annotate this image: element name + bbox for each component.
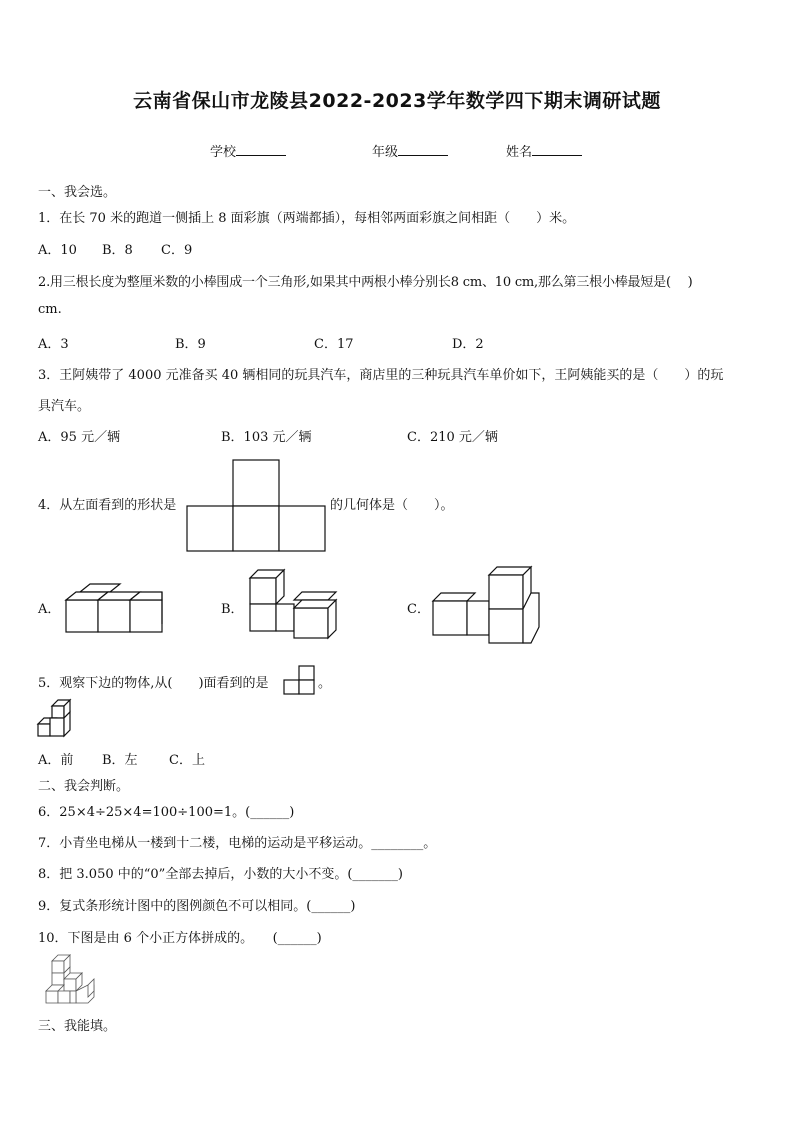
grade-field xyxy=(372,141,448,160)
q4-option-c-figure xyxy=(433,567,543,645)
question-7: 7．小青坐电梯从一楼到十二楼，电梯的运动是平移运动。________。 xyxy=(38,836,437,851)
q4-option-a: A． xyxy=(38,602,61,617)
q2-option-a: A．3 xyxy=(38,337,69,352)
q1-option-a: A．10 xyxy=(38,243,77,258)
question-6: 6．25×4÷25×4=100÷100=1。(______) xyxy=(38,805,295,820)
question-9: 9．复式条形统计图中的图例颜色不可以相同。(______) xyxy=(38,899,356,914)
q5-option-c: C．上 xyxy=(169,753,205,768)
q4-left-view-figure xyxy=(187,460,327,552)
section-2-heading: 二、我会判断。 xyxy=(38,779,130,794)
school-blank[interactable] xyxy=(236,155,286,156)
q5-option-a: A．前 xyxy=(38,753,74,768)
question-3-cont: 具汽车。 xyxy=(38,399,91,414)
name-label: 姓名 xyxy=(506,145,533,160)
section-1-heading: 一、我会选。 xyxy=(38,185,117,200)
q2-option-b: B．9 xyxy=(175,337,206,352)
question-4-part-a: 4．从左面看到的形状是 xyxy=(38,498,177,513)
q3-option-b: B．103 元／辆 xyxy=(221,430,312,445)
section-3-heading: 三、我能填。 xyxy=(38,1019,117,1034)
question-5-part-b: 。 xyxy=(318,676,332,691)
q1-option-b: B．8 xyxy=(102,243,133,258)
q3-option-a: A．95 元／辆 xyxy=(38,430,121,445)
name-field xyxy=(506,141,582,160)
school-label: 学校 xyxy=(210,145,237,160)
q5-view-figure xyxy=(284,665,316,695)
q4-option-b: B． xyxy=(221,602,244,617)
q4-option-b-figure xyxy=(250,570,336,640)
grade-label: 年级 xyxy=(372,145,399,160)
q4-option-c: C． xyxy=(407,602,430,617)
q3-option-c: C．210 元／辆 xyxy=(407,430,498,445)
question-3: 3．王阿姨带了 4000 元准备买 40 辆相同的玩具汽车，商店里的三种玩具汽车单价如下，王阿姨能买的是（ ）的玩 xyxy=(38,368,724,383)
question-2-cont: cm. xyxy=(38,302,62,317)
question-1: 1．在长 70 米的跑道一侧插上 8 面彩旗（两端都插），每相邻两面彩旗之间相距（ ）米。 xyxy=(38,211,576,226)
q2-option-d: D．2 xyxy=(452,337,484,352)
q5-option-b: B．左 xyxy=(102,753,138,768)
q1-option-c: C．9 xyxy=(161,243,193,258)
question-2: 2.用三根长度为整厘米数的小棒围成一个三角形,如果其中两根小棒分别长8 cm、10 cm,那么第三根小棒最短是( ) xyxy=(38,275,693,290)
question-5-part-a: 5．观察下边的物体,从( )面看到的是 xyxy=(38,676,269,691)
grade-blank[interactable] xyxy=(398,155,448,156)
question-8: 8．把 3.050 中的“0”全部去掉后，小数的大小不变。(_______) xyxy=(38,867,403,882)
page-title: 云南省保山市龙陵县2022-2023学年数学四下期末调研试题 xyxy=(133,90,661,112)
question-10: 10．下图是由 6 个小正方体拼成的。 (______) xyxy=(38,931,322,946)
q10-cubes-figure xyxy=(44,955,100,1007)
q4-option-a-figure xyxy=(66,582,166,634)
q2-option-c: C．17 xyxy=(314,337,354,352)
name-blank[interactable] xyxy=(532,155,582,156)
q5-object-figure xyxy=(38,700,72,738)
question-4-part-b: 的几何体是（ ）。 xyxy=(330,498,454,513)
school-field xyxy=(210,141,286,160)
